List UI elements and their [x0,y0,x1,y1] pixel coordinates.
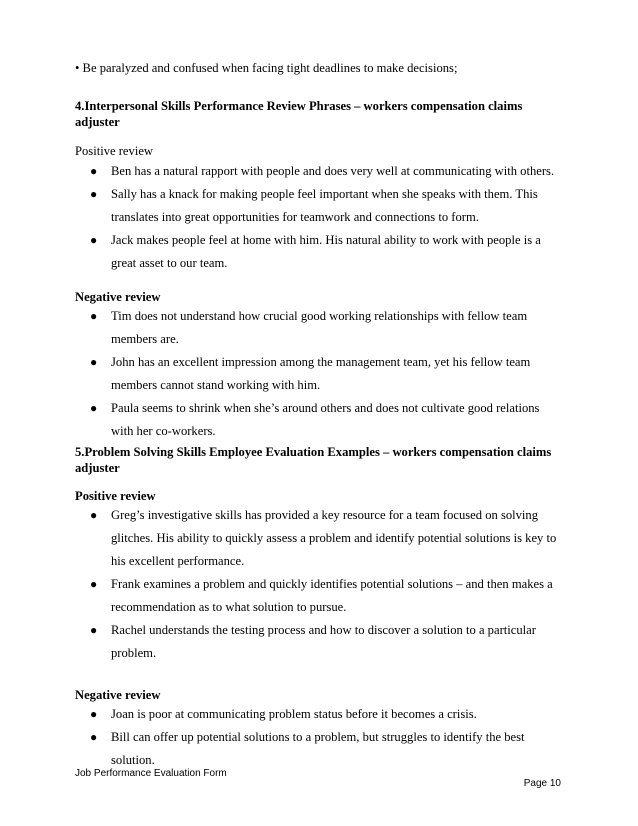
section-5-negative-list [75,703,565,772]
section-4-positive-list [75,160,565,275]
list-item: ● Bill can offer up potential solutions to a problem, but struggles to identify the best solution. [75,726,565,772]
list-item: ● Rachel understands the testing process and how to discover a solution to a particular problem. [75,619,565,665]
section-4-negative-label: Negative review [75,290,161,304]
list-item: ● Tim does not understand how crucial good working relationships with fellow team members are. [75,305,565,351]
section-4-negative-list [75,305,565,443]
section-5-heading [75,444,565,476]
list-item: ● Joan is poor at communicating problem status before it becomes a crisis. [75,703,565,726]
section-5-heading-line-1: 5.Problem Solving Skills Employee Evaluation Examples – workers compensation claims [75,445,552,459]
section-5-heading-line-2: adjuster [75,461,120,475]
list-item: ● Ben has a natural rapport with people and does very well at communicating with others. [75,160,565,183]
list-item: ● Sally has a knack for making people feel important when she speaks with them. This translates into great opportunities for teamwork and connections to form. [75,183,565,229]
bullet-icon: ● [90,233,98,247]
footer-form-name: Job Performance Evaluation Form [75,768,227,779]
intro-bullet: • Be paralyzed and confused when facing tight deadlines to make decisions; [75,61,458,75]
section-5-positive-list [75,504,565,665]
section-4-positive-label: Positive review [75,144,153,158]
bullet-icon: ● [90,187,98,201]
list-item: ● Greg’s investigative skills has provided a key resource for a team focused on solving glitches. His ability to quickly assess a problem and identify potential solutions is key to his excellent performance. [75,504,565,573]
bullet-icon: ● [90,309,98,323]
bullet-icon: ● [90,508,98,522]
bullet-icon: ● [90,577,98,591]
list-item: ● John has an excellent impression among the management team, yet his fellow team members cannot stand working with him. [75,351,565,397]
bullet-icon: ● [90,164,98,178]
page-content [75,60,565,772]
list-item: ● Frank examines a problem and quickly identifies potential solutions – and then makes a recommendation as to what solution to pursue. [75,573,565,619]
bullet-icon: ● [90,730,98,744]
bullet-icon: ● [90,355,98,369]
section-4-heading [75,98,565,130]
bullet-icon: ● [90,401,98,415]
bullet-icon: ● [90,707,98,721]
section-4-heading-line-2: adjuster [75,115,120,129]
section-4-heading-line-1: 4.Interpersonal Skills Performance Review Phrases – workers compensation claims [75,99,523,113]
bullet-icon: ● [90,623,98,637]
footer-page-number: Page 10 [523,778,561,789]
list-item: ● Paula seems to shrink when she’s around others and does not cultivate good relations with her co-workers. [75,397,565,443]
section-5-positive-label: Positive review [75,489,156,503]
list-item: ● Jack makes people feel at home with him. His natural ability to work with people is a great asset to our team. [75,229,565,275]
section-5-negative-label: Negative review [75,688,161,702]
